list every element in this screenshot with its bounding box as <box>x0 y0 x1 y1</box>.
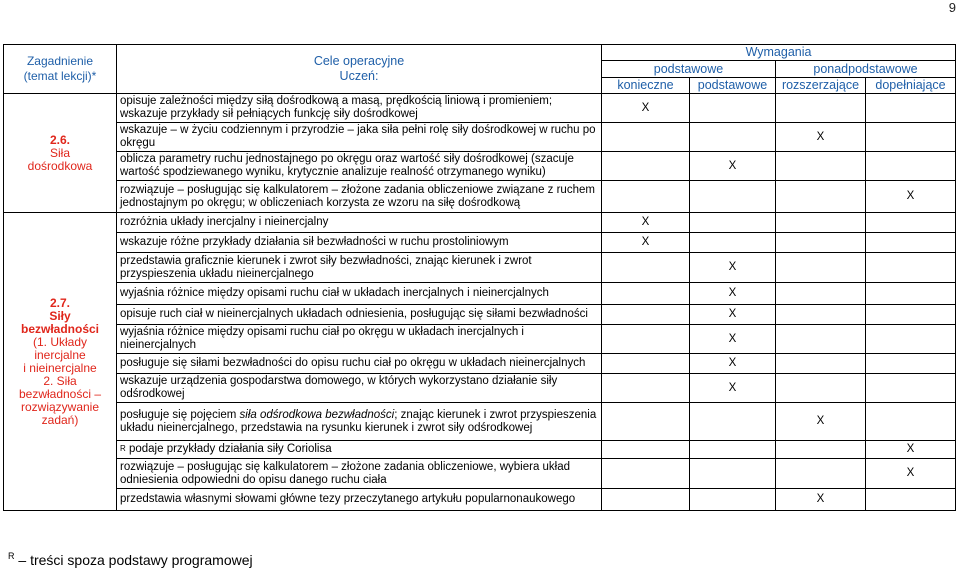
goal-description <box>117 213 602 233</box>
goal-text: opisuje zależności między siłą dośrodkową a masą, prędkością liniową i promieniem; wskazuje przykłady sił pełniących funkcję siły dośrodkowej <box>120 95 553 120</box>
requirement-level-cell <box>866 94 956 123</box>
table-row <box>4 459 956 489</box>
goal-text: rozwiązuje – posługując się kalkulatorem – złożone zadania obliczeniowe, wybiera układ odniesienia odpowiedni do opisu danego ruchu ciała <box>120 460 571 486</box>
topic-line: dośrodkowa <box>27 158 93 173</box>
goal-description <box>117 325 602 354</box>
requirement-level-cell <box>602 253 690 283</box>
requirement-level-cell <box>776 233 866 253</box>
goal-text: wyjaśnia różnice między opisami ruchu ciał po okręgu w układach inercjalnych i nieinercjalnych <box>120 326 524 351</box>
topic-number: 2.6. <box>49 132 70 147</box>
requirement-level-cell <box>776 459 866 489</box>
footnote-text: – treści spoza podstawy programowej <box>14 552 253 568</box>
requirement-level-cell <box>602 325 690 354</box>
requirement-level-cell <box>776 305 866 325</box>
topic-number: 2.7. <box>49 295 70 310</box>
table-row <box>4 152 956 181</box>
header-level-extending: rozszerzające <box>776 78 866 94</box>
goal-description <box>117 354 602 374</box>
requirement-level-cell <box>602 441 690 459</box>
table-row <box>4 354 956 374</box>
table-row <box>4 403 956 441</box>
requirement-level-cell <box>690 123 776 152</box>
requirement-level-cell <box>602 181 690 213</box>
topic-line: i nieinercjalne <box>23 360 97 375</box>
requirement-level-cell <box>690 181 776 213</box>
goal-description <box>117 94 602 123</box>
requirement-level-cell <box>602 459 690 489</box>
topic-cell <box>4 213 117 511</box>
requirement-level-cell <box>602 403 690 441</box>
goal-description <box>117 233 602 253</box>
requirement-level-cell <box>602 489 690 511</box>
requirement-level-cell <box>776 354 866 374</box>
requirement-level-cell <box>602 152 690 181</box>
goal-term: siła odśrodkowa bezwładności <box>239 408 395 421</box>
goal-description <box>117 489 602 511</box>
goal-description <box>117 403 602 441</box>
requirement-level-cell <box>776 283 866 305</box>
requirements-table <box>3 44 956 511</box>
table-row <box>4 94 956 123</box>
header-goals-text: Cele operacyjne Uczeń: <box>313 54 405 83</box>
requirement-mark: X <box>690 283 776 305</box>
goal-text: rozwiązuje – posługując się kalkulatorem – złożone zadania obliczeniowe związane z ruchem jednostajnym po okręgu; w obliczeniach korzysta ze wzoru na siłę dośrodkową <box>120 183 595 209</box>
requirement-mark: X <box>866 459 956 489</box>
goal-text: posługuje się pojęciem <box>120 408 240 421</box>
table-row <box>4 181 956 213</box>
goal-description <box>117 181 602 213</box>
goal-text: podaje przykłady działania siły Coriolisa <box>125 443 332 455</box>
requirement-level-cell <box>602 123 690 152</box>
table-row <box>4 305 956 325</box>
goal-description <box>117 253 602 283</box>
requirement-level-cell <box>866 325 956 354</box>
table-row <box>4 233 956 253</box>
requirement-level-cell <box>866 233 956 253</box>
requirement-mark: X <box>690 325 776 354</box>
topic-line: 2. Siła <box>43 373 77 388</box>
footnote <box>8 552 253 568</box>
requirement-level-cell <box>866 283 956 305</box>
header-level-basic: podstawowe <box>690 78 776 94</box>
requirement-level-cell <box>602 283 690 305</box>
goal-description <box>117 459 602 489</box>
topic-line: Siły <box>49 308 71 323</box>
requirement-level-cell <box>690 233 776 253</box>
requirement-mark: X <box>776 489 866 511</box>
footnote-marker: R <box>8 551 15 561</box>
requirement-mark: X <box>602 233 690 253</box>
goal-text: wyjaśnia różnice między opisami ruchu ciał w układach inercjalnych i nieinercjalnych <box>120 287 549 299</box>
goal-description <box>117 152 602 181</box>
goal-description <box>117 283 602 305</box>
requirement-level-cell <box>690 213 776 233</box>
table-row <box>4 374 956 403</box>
goal-description <box>117 305 602 325</box>
topic-line: zadań) <box>41 412 79 427</box>
requirement-level-cell <box>866 374 956 403</box>
topic-line: (1. Układy <box>32 334 88 349</box>
requirement-mark: X <box>690 152 776 181</box>
header-goals <box>117 45 602 94</box>
table-row <box>4 283 956 305</box>
requirement-mark: X <box>866 181 956 213</box>
header-level-necessary: konieczne <box>602 78 690 94</box>
requirement-level-cell <box>776 253 866 283</box>
header-topic <box>4 45 117 94</box>
header-requirements: Wymagania <box>602 45 956 61</box>
header-topic-text: Zagadnienie (temat lekcji)* <box>23 54 97 83</box>
goal-description <box>117 374 602 403</box>
requirement-level-cell <box>866 403 956 441</box>
requirement-level-cell <box>690 441 776 459</box>
requirement-level-cell <box>866 354 956 374</box>
header-level-complementing: dopełniające <box>866 78 956 94</box>
requirement-level-cell <box>690 94 776 123</box>
table-row <box>4 213 956 233</box>
requirement-mark: X <box>776 403 866 441</box>
goal-description <box>117 441 602 459</box>
header-basic: podstawowe <box>602 61 776 78</box>
requirement-level-cell <box>776 152 866 181</box>
requirement-mark: X <box>602 94 690 123</box>
goal-text: ; znając kierunek i zwrot przyspieszenia układu nieinercjalnego, przedstawia na rysunku kierunek i zwrot siły odśrodkowej <box>120 408 597 434</box>
topic-line: bezwładności – <box>18 386 102 401</box>
requirement-level-cell <box>776 441 866 459</box>
requirement-level-cell <box>866 489 956 511</box>
goal-description <box>117 123 602 152</box>
goal-text: wskazuje różne przykłady działania sił bezwładności w ruchu prostoliniowym <box>120 236 509 248</box>
goal-text: przedstawia własnymi słowami główne tezy przeczytanego artykułu popularnonaukowego <box>120 493 576 505</box>
requirement-mark: X <box>690 305 776 325</box>
requirement-level-cell <box>866 305 956 325</box>
requirement-mark: X <box>866 441 956 459</box>
requirement-mark: X <box>602 213 690 233</box>
requirement-mark: X <box>776 123 866 152</box>
requirement-mark: X <box>690 374 776 403</box>
requirement-level-cell <box>602 305 690 325</box>
table-row <box>4 489 956 511</box>
requirement-level-cell <box>776 213 866 233</box>
table-row <box>4 123 956 152</box>
requirement-mark: X <box>690 354 776 374</box>
requirement-level-cell <box>866 152 956 181</box>
requirement-level-cell <box>690 459 776 489</box>
requirement-level-cell <box>690 403 776 441</box>
requirement-level-cell <box>866 213 956 233</box>
requirement-level-cell <box>776 94 866 123</box>
goal-text: rozróżnia układy inercjalny i nieinercjalny <box>120 216 329 228</box>
requirement-level-cell <box>690 489 776 511</box>
requirement-level-cell <box>776 181 866 213</box>
topic-line: rozwiązywanie <box>20 399 100 414</box>
goal-text: wskazuje – w życiu codziennym i przyrodzie – jaka siła pełni rolę siły dośrodkowej w ruchu po okręgu <box>120 124 596 149</box>
page-number: 9 <box>948 0 956 15</box>
goal-text: przedstawia graficznie kierunek i zwrot siły bezwładności, znając kierunek i zwrot przyspieszenia układu nieinercjalnego <box>120 254 532 280</box>
topic-line: Siła <box>49 145 70 160</box>
requirement-level-cell <box>866 253 956 283</box>
requirement-level-cell <box>776 325 866 354</box>
table-row <box>4 441 956 459</box>
goal-text: opisuje ruch ciał w nieinercjalnych układach odniesienia, posługując się siłami bezwładności <box>120 308 588 320</box>
requirement-level-cell <box>866 123 956 152</box>
requirement-level-cell <box>776 374 866 403</box>
requirement-level-cell <box>602 374 690 403</box>
goal-text: posługuje się siłami bezwładności do opisu ruchu ciał po okręgu w układach nieinercjalnych <box>120 357 586 369</box>
header-extended: ponadpodstawowe <box>776 61 956 78</box>
requirement-level-cell <box>602 354 690 374</box>
table-row <box>4 253 956 283</box>
goal-text: oblicza parametry ruchu jednostajnego po okręgu oraz wartość siły dośrodkowej (szacuje wartość spodziewanego wyniku, krytycznie analizuje realność otrzymanego wyniku) <box>120 153 574 178</box>
extra-content-marker: R <box>120 444 126 453</box>
goal-text: wskazuje urządzenia gospodarstwa domowego, w których wykorzystano działanie siły odśrodkowej <box>120 375 558 400</box>
topic-line: inercjalne <box>34 347 86 362</box>
requirement-mark: X <box>690 253 776 283</box>
topic-line: bezwładności <box>20 321 100 336</box>
table-row <box>4 325 956 354</box>
topic-cell <box>4 94 117 213</box>
